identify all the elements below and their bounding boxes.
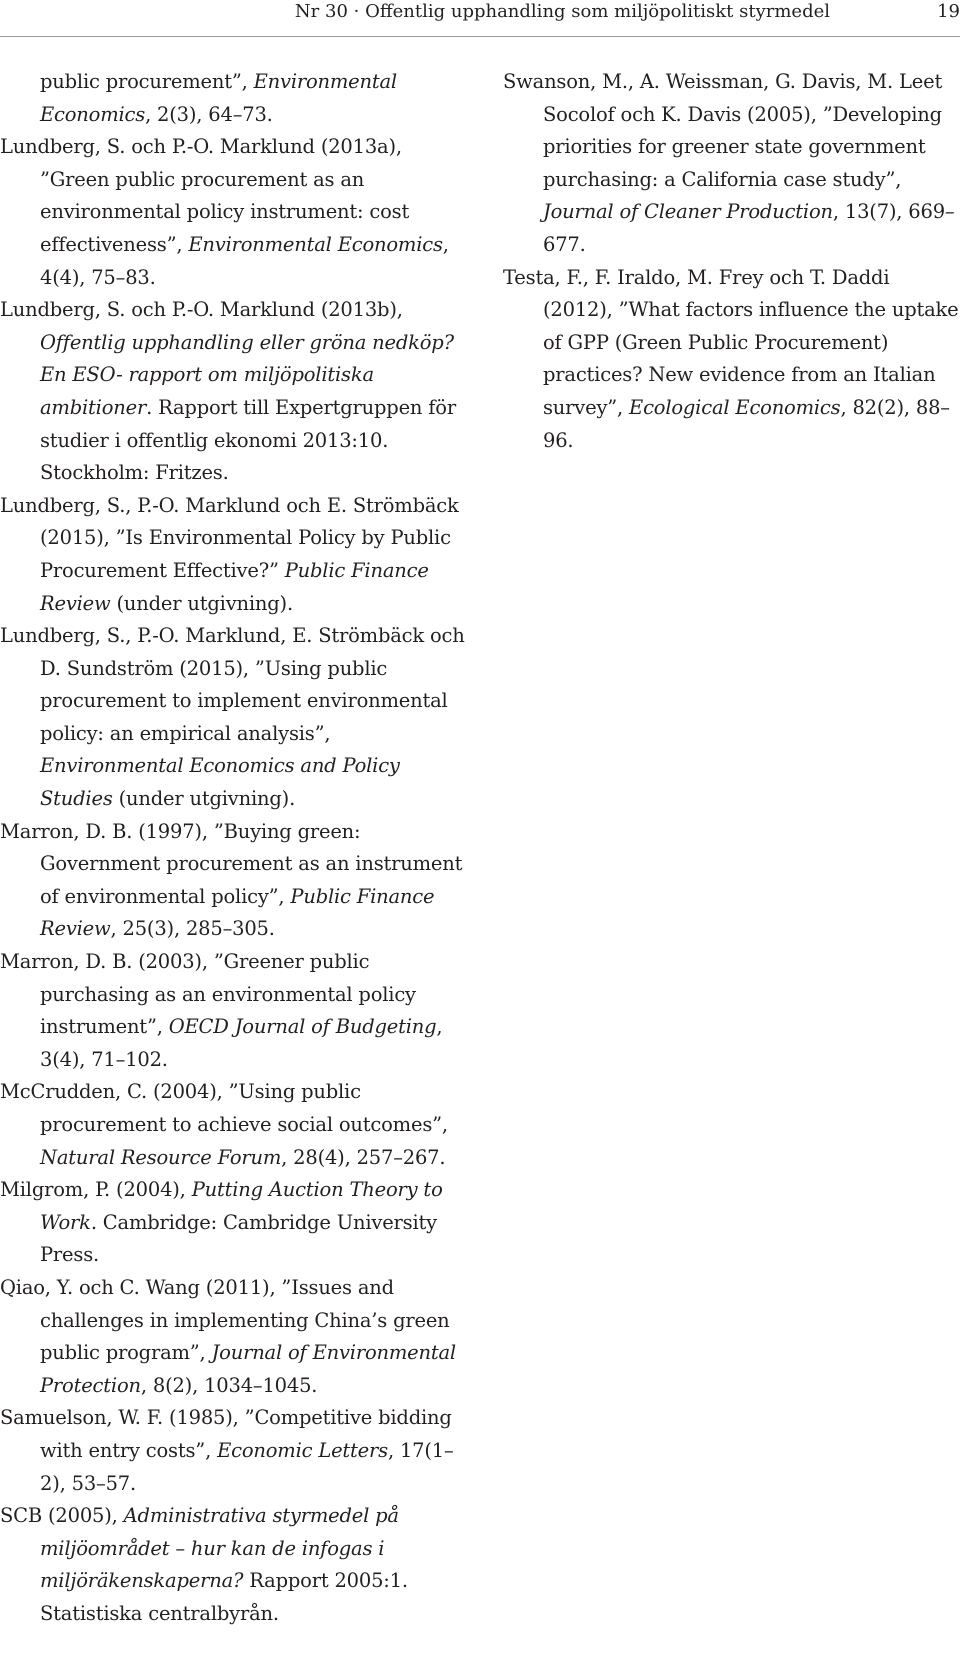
reference-entry: McCrudden, C. (2004), ”Using public procurement to achieve social outcomes”, Natural Resource Forum, 28(4), 257–267. xyxy=(0,1080,448,1169)
reference-entry: Marron, D. B. (1997), ”Buying green: Government procurement as an instrument of environmental policy”, Public Finance Review, 25(3), 285–305. xyxy=(0,819,463,941)
reference-list-right-column xyxy=(503,66,960,457)
reference-entry: Lundberg, S. och P.-O. Marklund (2013a), ”Green public procurement as an environmental policy instrument: cost effectiveness”, Environmental Economics, 4(4), 75–83. xyxy=(0,135,449,289)
reference-entry: Swanson, M., A. Weissman, G. Davis, M. Leet Socolof och K. Davis (2005), ”Developing priorities for greener state government purchasing: a California case study”, Journal of Cleaner Production, 13(7), 669–677. xyxy=(503,70,955,256)
reference-entry: Milgrom, P. (2004), Putting Auction Theory to Work. Cambridge: Cambridge University Press. xyxy=(0,1178,443,1267)
reference-entry: public procurement”, Environmental Economics, 2(3), 64–73. xyxy=(40,70,397,126)
reference-entry: Lundberg, S., P.-O. Marklund och E. Strömbäck (2015), ”Is Environmental Policy by Public Procurement Effective?” Public Finance Review (under utgivning). xyxy=(0,493,459,615)
page-number: 19 xyxy=(937,1,960,22)
reference-entry: Lundberg, S., P.-O. Marklund, E. Strömbäck och D. Sundström (2015), ”Using public procurement to implement environmental policy: an empirical analysis”, Environmental Economics and Policy Studies (under utgivning). xyxy=(0,624,465,811)
reference-entry: Testa, F., F. Iraldo, M. Frey och T. Daddi (2012), ”What factors influence the uptake of GPP (Green Public Procurement) practices? New evidence from an Italian survey”, Ecological Economics, 82(2), 88–96. xyxy=(503,265,959,452)
reference-entry: Marron, D. B. (2003), ”Greener public purchasing as an environmental policy instrument”, OECD Journal of Budgeting, 3(4), 71–102. xyxy=(0,950,443,1071)
page-header xyxy=(0,0,960,37)
reference-entry: Samuelson, W. F. (1985), ”Competitive bidding with entry costs”, Economic Letters, 17(1–2), 53–57. xyxy=(0,1406,454,1495)
running-head: Nr 30 · Offentlig upphandling som miljöpolitiskt styrmedel xyxy=(294,1,830,22)
reference-list-left-column xyxy=(0,66,470,1631)
reference-entry: Lundberg, S. och P.-O. Marklund (2013b), Offentlig upphandling eller gröna nedköp? En ESO- rapport om miljöpolitiska ambitioner. Rapport till Expertgruppen för studier i offentlig ekonomi 2013:10. Stockholm: Fritzes. xyxy=(0,298,456,485)
reference-entry: SCB (2005), Administrativa styrmedel på miljöområdet – hur kan de infogas i miljöräkenskaperna? Rapport 2005:1. Statistiska centralbyrån. xyxy=(0,1504,408,1625)
reference-entry: Qiao, Y. och C. Wang (2011), ”Issues and challenges in implementing China’s green public program”, Journal of Environmental Protection, 8(2), 1034–1045. xyxy=(0,1275,456,1397)
